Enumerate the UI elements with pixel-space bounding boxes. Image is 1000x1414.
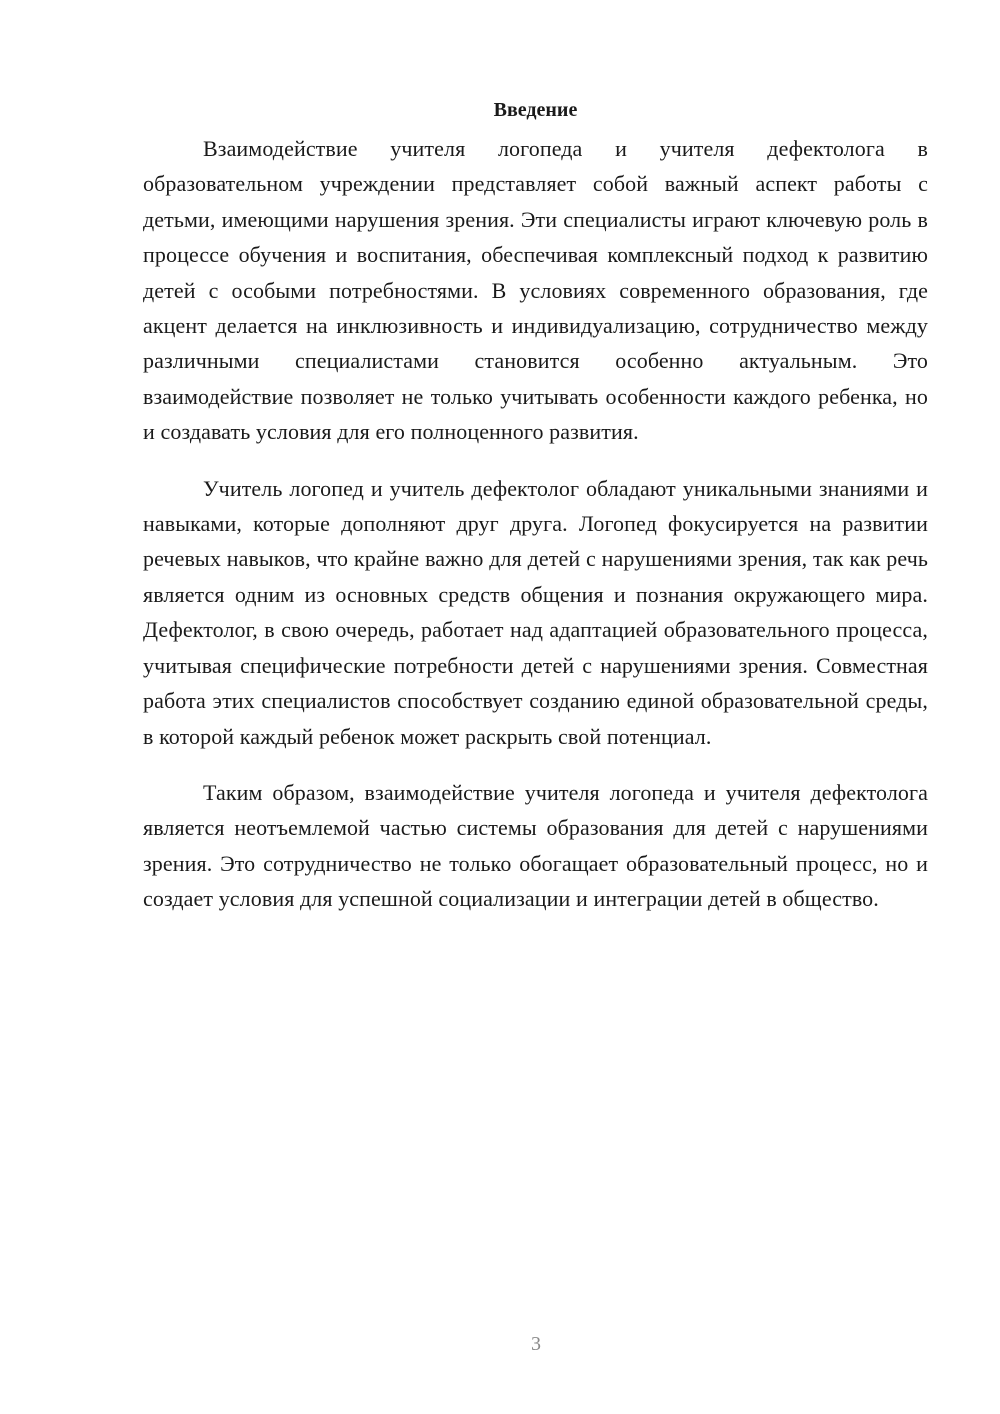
paragraph-2: Учитель логопед и учитель дефектолог обладают уникальными знаниями и навыками, которые дополняют друг друга. Логопед фокусируется на развитии речевых навыков, что крайне важно для детей с нарушениями зрения, так как речь является одним из основных средств общения и познания окружающего мира. Дефектолог, в свою очередь, работает над адаптацией образовательного процесса, учитывая специфические потребности детей с нарушениями зрения. Совместная работа этих специалистов способствует созданию единой образовательной среды, в которой каждый ребенок может раскрыть свой потенциал.	[143, 475, 928, 749]
section-title: Введение	[493, 99, 578, 121]
paragraph-3: Таким образом, взаимодействие учителя логопеда и учителя дефектолога является неотъемлемой частью системы образования для детей с нарушениями зрения. Это сотрудничество не только обогащает образовательный процесс, но и создает условия для успешной социализации и интеграции детей в общество.	[143, 779, 928, 912]
paragraph-1: Взаимодействие учителя логопеда и учителя дефектолога в образовательном учреждении представляет собой важный аспект работы с детьми, имеющими нарушения зрения. Эти специалисты играют ключевую роль в процессе обучения и воспитания, обеспечивая комплексный подход к развитию детей с особыми потребностями. В условиях современного образования, где акцент делается на инклюзивность и индивидуализацию, сотрудничество между различными специалистами становится особенно актуальным. Это взаимодействие позволяет не только учитывать особенности каждого ребенка, но и создавать условия для его полноценного развития.	[143, 136, 928, 445]
page-number: 3	[531, 1333, 541, 1355]
